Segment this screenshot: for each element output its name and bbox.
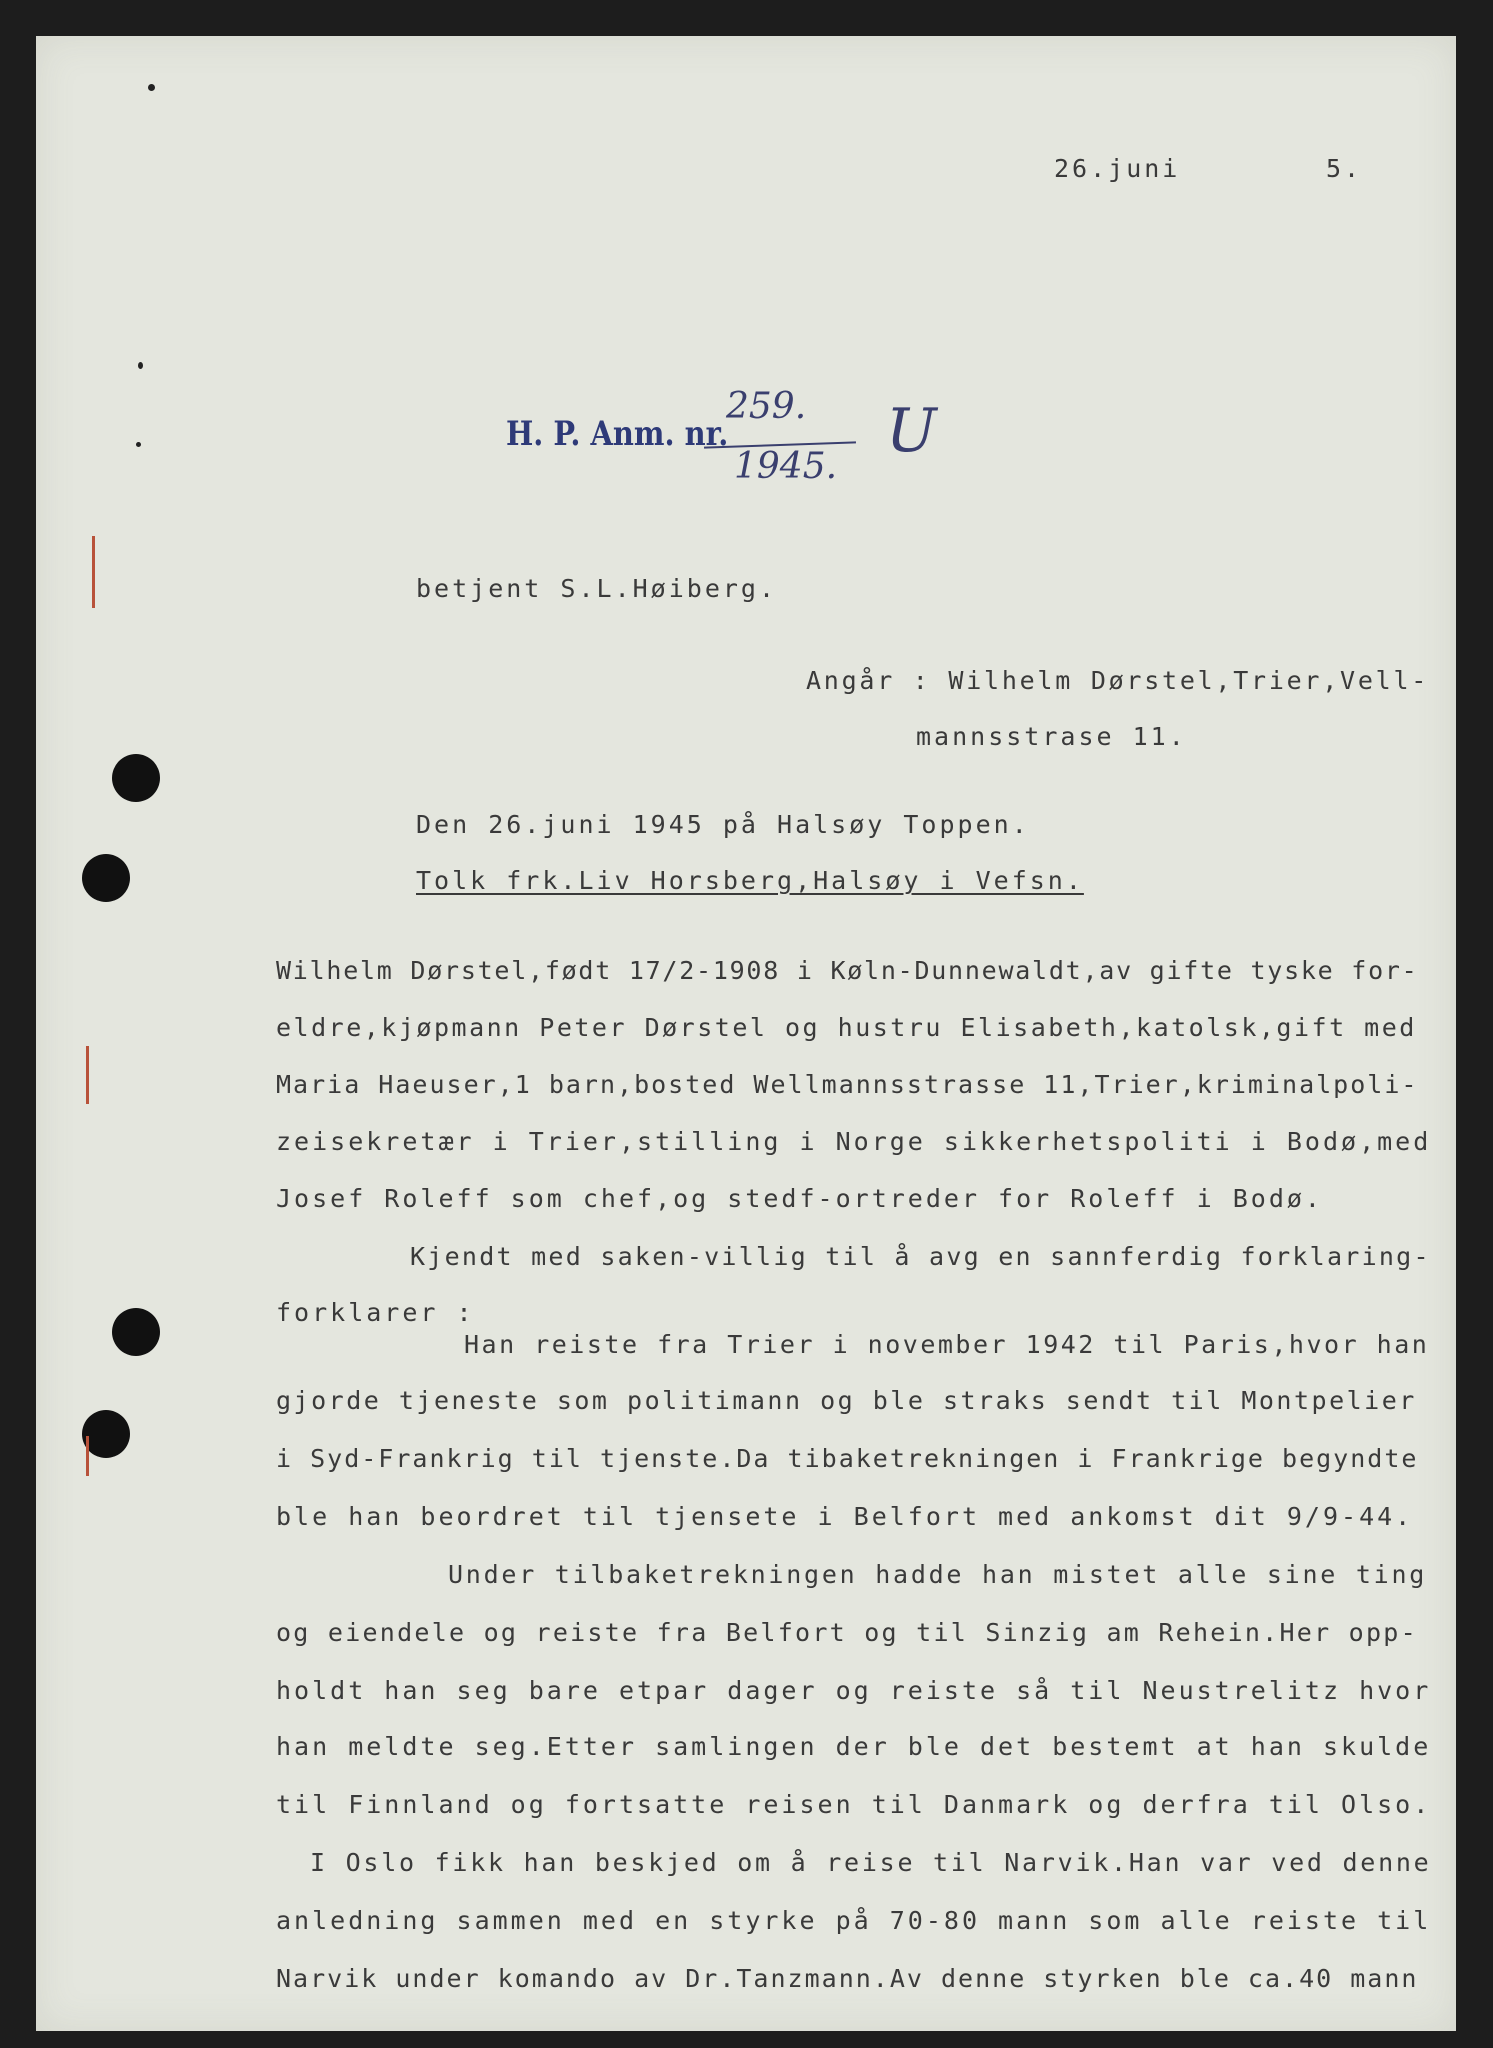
interpreter-line: Tolk frk.Liv Horsberg,Halsøy i Vefsn. [416,866,1084,895]
body-line: Maria Haeuser,1 barn,bosted Wellmannsstrasse 11,Trier,kriminalpoli- [276,1070,1419,1099]
margin-speck [136,442,141,447]
body-line: forklarer : [276,1298,475,1327]
body-line: holdt han seg bare etpar dager og reiste så til Neustrelitz hvor [276,1676,1432,1705]
body-line: ble han beordret til tjensete i Belfort med ankomst dit 9/9-44. [276,1502,1414,1531]
margin-mark [92,536,95,608]
body-line: Under tilbaketrekningen hadde han mistet alle sine ting [448,1560,1428,1589]
case-stamp: H. P. Anm. nr. [506,414,729,454]
body-line: eldre,kjøpmann Peter Dørstel og hustru Elisabeth,katolsk,gift med [276,1013,1417,1042]
margin-mark [86,1046,89,1104]
body-line: I Oslo fikk han beskjed om å reise til Narvik.Han var ved denne [310,1848,1432,1877]
body-line: anledning sammen med en styrke på 70-80 mann som alle reiste til [276,1906,1432,1935]
place-line: Den 26.juni 1945 på Halsøy Toppen. [416,810,1030,839]
page-number: 5. [1326,154,1363,183]
body-line: Han reiste fra Trier i november 1942 til Paris,hvor han [464,1330,1430,1359]
body-line: Wilhelm Dørstel,født 17/2-1908 i Køln-Dunnewaldt,av gifte tyske for- [276,956,1419,985]
punch-hole [82,854,130,902]
document-page [36,36,1456,2031]
body-line: i Syd-Frankrig til tjenste.Da tibaketrekningen i Frankrige begyndte [276,1444,1419,1473]
margin-speck [148,84,155,91]
body-line: zeisekretær i Trier,stilling i Norge sikkerhetspoliti i Bodø,med [276,1127,1432,1156]
body-line: gjorde tjeneste som politimann og ble straks sendt til Montpelier [276,1386,1417,1415]
punch-hole [112,754,160,802]
officer-line: betjent S.L.Høiberg. [416,574,778,603]
date-header: 26.juni [1054,154,1181,183]
margin-speck [138,362,143,369]
body-line: og eiendele og reiste fra Belfort og til Sinzig am Rehein.Her opp- [276,1618,1418,1647]
body-line: Narvik under komando av Dr.Tanzmann.Av denne styrken ble ca.40 mann [276,1964,1419,1993]
subject-line-cont: mannsstrase 11. [916,722,1187,751]
body-line: til Finnland og fortsatte reisen til Danmark og derfra til Olso. [276,1790,1432,1819]
margin-mark [86,1436,89,1476]
case-year-handwritten: 1945. [734,446,838,487]
body-line: han meldte seg.Etter samlingen der ble det bestemt at han skulde [276,1732,1432,1761]
body-line: Kjendt med saken-villig til å avg en sannferdig forklaring- [410,1242,1431,1271]
punch-hole [112,1308,160,1356]
body-line: Josef Roleff som chef,og stedf-ortreder for Roleff i Bodø. [276,1184,1323,1213]
case-number-handwritten: 259. [726,386,807,427]
subject-line: Angår : Wilhelm Dørstel,Trier,Vell- [806,666,1430,695]
punch-hole [82,1410,130,1458]
case-mark-handwritten: U [886,396,937,466]
